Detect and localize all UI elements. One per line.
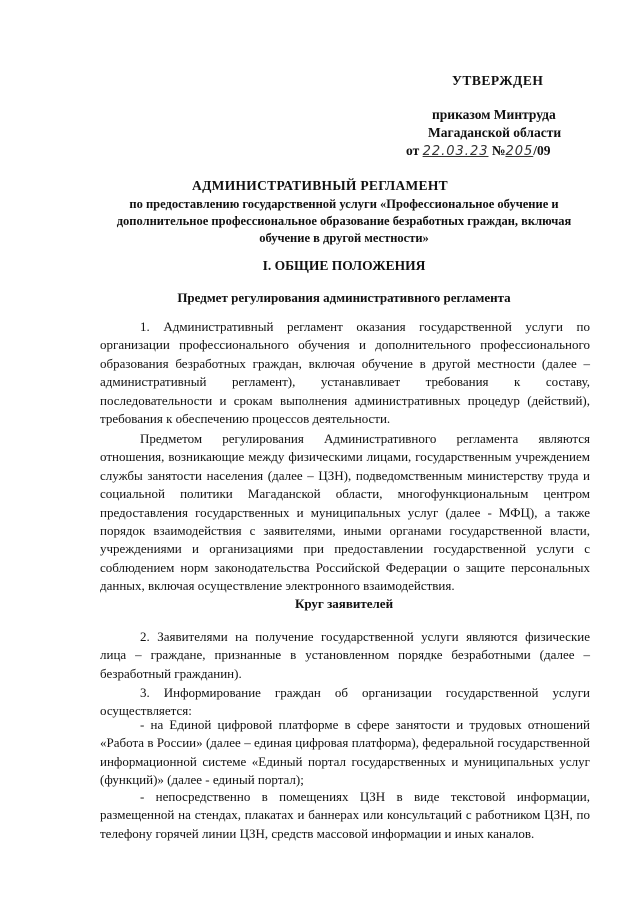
date-prefix: от: [406, 143, 420, 158]
document-title: АДМИНИСТРАТИВНЫЙ РЕГЛАМЕНТ: [192, 178, 448, 193]
approval-order-line: приказом Минтруда: [432, 107, 556, 122]
paragraph-3: [100, 628, 590, 683]
paragraph-text: - на Единой цифровой платформе в сфере занятости и трудовых отношений «Работа в России» (далее – единая цифровая платформа), федеральной государственной информационной системе «Единый портал государственных и муниципальных услуг (функций)» (далее - единый портал);: [100, 717, 590, 788]
number-prefix: №: [491, 143, 506, 158]
paragraph-2: [100, 430, 590, 596]
section-heading: I. ОБЩИЕ ПОЛОЖЕНИЯ: [262, 258, 426, 273]
paragraph-6: [100, 788, 590, 843]
paragraph-text: 1. Административный регламент оказания государственной услуги по организации профессионального обучения и дополнительного профессионального образования безработных граждан, включая обучение в другой местности (далее – административный регламент), устанавливает требования к составу, последовательности и срокам выполнения административных процедур (действий), требования к обеспечению процессов деятельности.: [100, 319, 590, 427]
paragraph-text: Предметом регулирования Административного регламента являются отношения, возникающие между физическими лицами, государственным учреждением службы занятости населения (далее – ЦЗН), подведомственным министерству труда и социальной политики Магаданской области, многофункциональным центром предоставления государственных и муниципальных услуг (далее - МФЦ), а также порядок взаимодействия с заявителями, иными органами государственной власти, учреждениями и организациями при предоставлении государственной услуги с соблюдением норм законодательства Российской Федерации о защите персональных данных, включая осуществление электронного взаимодействия.: [100, 431, 590, 594]
paragraph-text: - непосредственно в помещениях ЦЗН в виде текстовой информации, размещенной на стендах, плакатах и баннерах или консультаций с работником ЦЗН, по телефону горячей линии ЦЗН, средств массовой информации и иных каналов.: [100, 789, 590, 841]
approval-date-number-line: [406, 142, 551, 161]
approval-word: УТВЕРЖДЕН: [452, 73, 544, 88]
paragraph-5: [100, 716, 590, 790]
paragraph-text: 3. Информирование граждан об организации государственной услуги осуществляется:: [100, 685, 590, 719]
approval-region-line: Магаданской области: [428, 125, 562, 140]
paragraph-text: 2. Заявителями на получение государственной услуги являются физические лица – граждане, признанные в установленном порядке безработными (далее – безработный гражданин).: [100, 629, 590, 681]
section-subheading: Предмет регулирования административного регламента: [177, 290, 511, 305]
handwritten-date: 22.03.23: [422, 144, 489, 159]
document-subtitle: по предоставлению государственной услуги «Профессиональное обучение и дополнительное профессиональное образование безработных граждан, включая обучение в другой местности»: [116, 197, 572, 245]
applicants-heading: Круг заявителей: [294, 596, 394, 611]
handwritten-number: 205: [505, 144, 534, 159]
paragraph-1: [100, 318, 590, 428]
number-suffix: /09: [533, 143, 551, 158]
